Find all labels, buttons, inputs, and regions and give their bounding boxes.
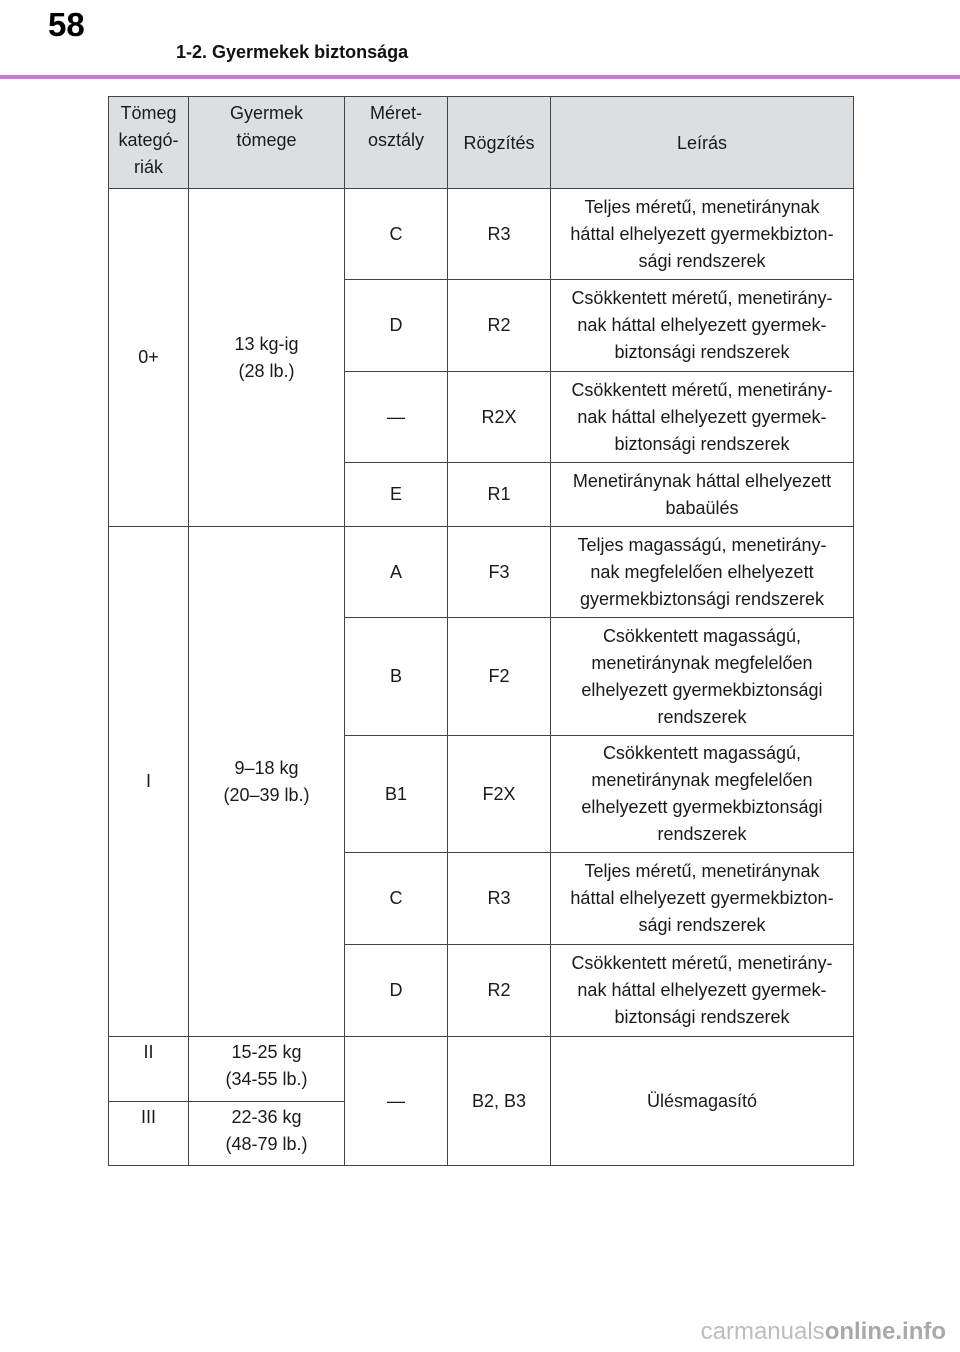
size-class-cell: A	[345, 527, 448, 618]
section-title: 1-2. Gyermekek biztonsága	[176, 42, 409, 62]
table-row	[109, 527, 854, 618]
header-category: Tömeg kategó- riák	[109, 97, 189, 189]
description-cell: Csökkentett magasságú, menetiránynak megfelelően elhelyezett gyermekbiztonsági rendszerek	[551, 618, 854, 736]
table-header-row	[109, 97, 854, 189]
child-seat-table	[108, 96, 854, 1166]
weight-cell: 9–18 kg (20–39 lb.)	[189, 527, 345, 1037]
fixture-cell: R3	[448, 853, 551, 945]
description-cell: Ülésmagasító	[551, 1037, 854, 1166]
description-cell: Teljes magasságú, menetirány- nak megfelelően elhelyezett gyermekbiztonsági rendszerek	[551, 527, 854, 618]
fixture-cell: F3	[448, 527, 551, 618]
size-class-cell: E	[345, 463, 448, 527]
description-cell: Teljes méretű, menetiránynak háttal elhelyezett gyermekbizton- sági rendszerek	[551, 189, 854, 280]
description-cell: Csökkentett magasságú, menetiránynak megfelelően elhelyezett gyermekbiztonsági rendszerek	[551, 736, 854, 853]
category-cell: II	[109, 1037, 189, 1102]
category-cell: I	[109, 527, 189, 1037]
description-cell: Menetiránynak háttal elhelyezett babaülés	[551, 463, 854, 527]
category-cell: 0+	[109, 189, 189, 527]
fixture-cell: R3	[448, 189, 551, 280]
fixture-cell: R2	[448, 945, 551, 1037]
page-number: 58	[48, 6, 85, 43]
fixture-cell: F2	[448, 618, 551, 736]
size-class-cell: D	[345, 945, 448, 1037]
description-cell: Csökkentett méretű, menetirány- nak háttal elhelyezett gyermek- biztonsági rendszerek	[551, 280, 854, 372]
description-cell: Csökkentett méretű, menetirány- nak háttal elhelyezett gyermek- biztonsági rendszerek	[551, 945, 854, 1037]
table-row	[109, 1037, 854, 1102]
size-class-cell: D	[345, 280, 448, 372]
size-class-cell: B	[345, 618, 448, 736]
size-class-cell: —	[345, 1037, 448, 1166]
fixture-cell: B2, B3	[448, 1037, 551, 1166]
header-size-class: Méret- osztály	[345, 97, 448, 189]
header-description: Leírás	[551, 97, 854, 189]
fixture-cell: F2X	[448, 736, 551, 853]
header-weight: Gyermek tömege	[189, 97, 345, 189]
header-fixture: Rögzítés	[448, 97, 551, 189]
size-class-cell: C	[345, 853, 448, 945]
size-class-cell: C	[345, 189, 448, 280]
watermark: carmanualsonline.info	[700, 1318, 946, 1345]
fixture-cell: R2	[448, 280, 551, 372]
weight-cell: 22-36 kg (48-79 lb.)	[189, 1102, 345, 1166]
weight-cell: 15-25 kg (34-55 lb.)	[189, 1037, 345, 1102]
description-cell: Teljes méretű, menetiránynak háttal elhelyezett gyermekbizton- sági rendszerek	[551, 853, 854, 945]
size-class-cell: —	[345, 372, 448, 463]
weight-cell: 13 kg-ig (28 lb.)	[189, 189, 345, 527]
size-class-cell: B1	[345, 736, 448, 853]
fixture-cell: R1	[448, 463, 551, 527]
header-divider	[0, 75, 960, 79]
category-cell: III	[109, 1102, 189, 1166]
fixture-cell: R2X	[448, 372, 551, 463]
table-row	[109, 189, 854, 280]
description-cell: Csökkentett méretű, menetirány- nak háttal elhelyezett gyermek- biztonsági rendszerek	[551, 372, 854, 463]
